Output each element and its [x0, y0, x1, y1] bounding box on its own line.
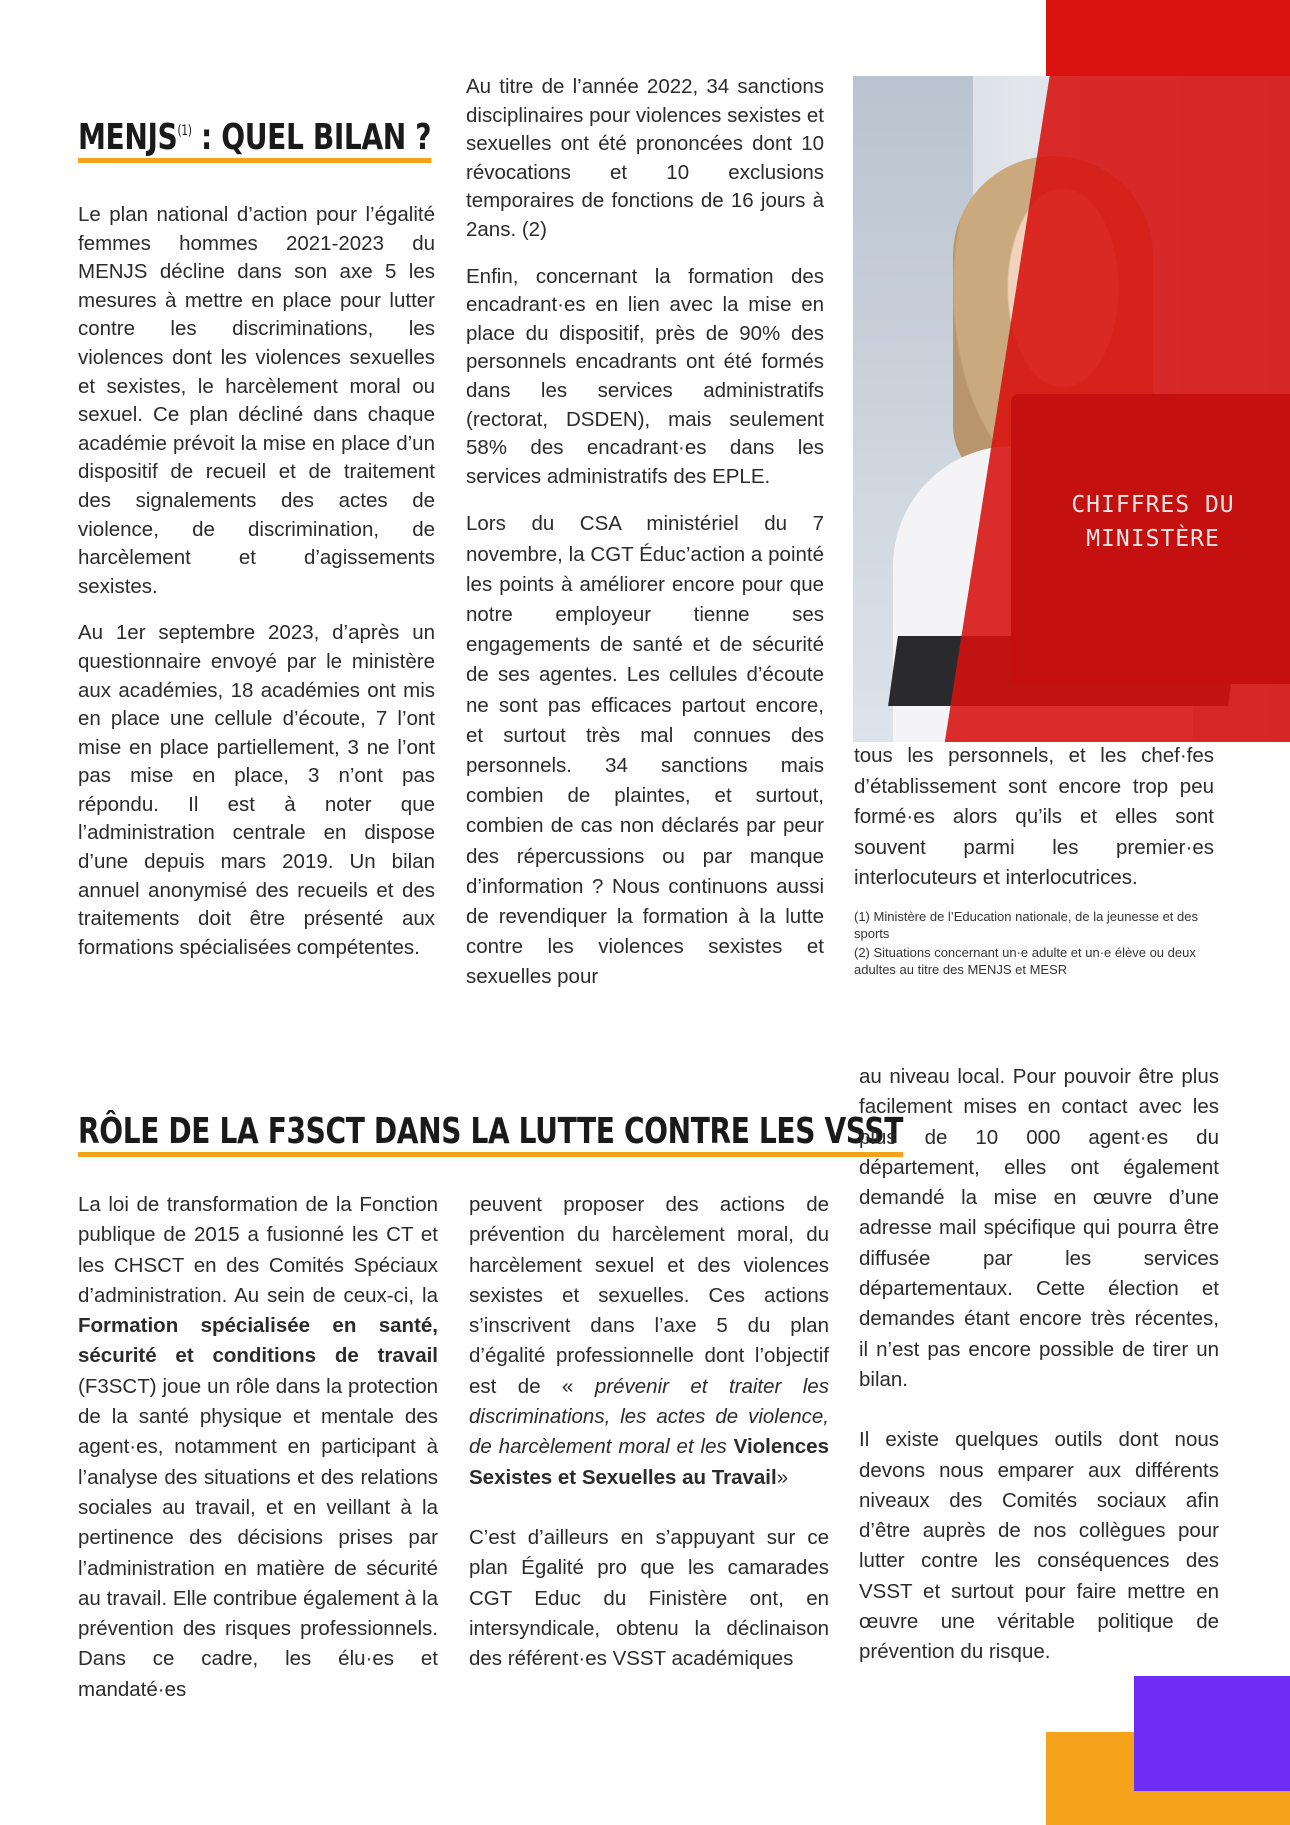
section2-column-2: [469, 1190, 829, 1692]
paragraph: peuvent proposer des actions de prévention du harcèlement moral, du harcèlement sexuel et des violences sexistes et sexuelles. Ces actions s’inscrivent dans l’axe 5 du plan d’égalité professionnelle dont l’objectif est de « prévenir et traiter les discriminations, les actes de violence, de harcèlement moral et les Violences Sexistes et Sexuelles au Travail»: [469, 1193, 829, 1489]
footnote-1: (1) Ministère de l’Education nationale, de la jeunesse et des sports: [854, 908, 1198, 941]
paragraph: La loi de transformation de la Fonction publique de 2015 a fusionné les CT et les CHSCT en des Comités Spéciaux d’administration. Au sein de ceux-ci, la Formation spécialisée en santé, sécurité et conditions de travail (F3SCT) joue un rôle dans la protection de la santé physique et mentale des agent·es, notamment en participant à l’analyse des situations et des relations sociales au travail, et en veillant à la pertinence des décisions prises par l’administration en matière de sécurité au travail. Elle contribue également à la prévention des risques professionnels. Dans ce cadre, les élu·es et mandaté·es: [78, 1193, 438, 1701]
paragraph: tous les personnels, et les chef·fes d’établissement sont encore trop peu formé·es alors qu’ils et elles sont souvent parmi les premier·es interlocuteurs et interlocutrices.: [854, 744, 1214, 889]
paragraph: Au titre de l’année 2022, 34 sanctions disciplinaires pour violences sexistes et sexuelles ont été prononcées dont 10 révocations et 10 exclusions temporaires de fonctions de 16 jours à 2ans. (2): [466, 75, 824, 241]
photo-caption: CHIFFRES DU MINISTÈRE: [1071, 492, 1235, 552]
bold-term-f3sct: Formation spécialisée en santé, sécurité et conditions de travail: [78, 1314, 438, 1368]
section-title-f3sct: RÔLE DE LA F3SCT DANS LA LUTTE CONTRE LES VSST: [78, 1111, 903, 1152]
red-corner-banner: [1046, 0, 1290, 80]
footnote-2: (2) Situations concernant un·e adulte et un·e élève ou deux adultes au titre des MENJS et MESR: [854, 944, 1196, 977]
paragraph: Le plan national d’action pour l’égalité femmes hommes 2021-2023 du MENJS décline dans son axe 5 les mesures à mettre en place pour lutter contre les discriminations, les violences dont les violences sexuelles et sexistes, le harcèlement moral ou sexuel. Ce plan décliné dans chaque académie prévoit la mise en place d’un dispositif de recueil et de traitement des signalements des actes de violence, de discrimination, de harcèlement et d’agissements sexistes.: [78, 203, 435, 598]
section2-column-1: [78, 1190, 438, 1723]
footnotes: [854, 908, 1214, 978]
purple-corner-block: [1134, 1676, 1290, 1791]
quote-italic: prévenir et traiter les discriminations, les actes de violence, de harcèlement moral et les: [469, 1374, 829, 1459]
paragraph: Enfin, concernant la formation des encadrant·es en lien avec la mise en place du dispositif, près de 90% des personnels encadrants ont été formés dans les services administratifs (rectorat, DSDEN), mais seulement 58% des encadrant·es dans les services administratifs des EPLE.: [466, 264, 824, 488]
paragraph: C’est d’ailleurs en s’appuyant sur ce plan Égalité pro que les camarades CGT Educ du Finistère ont, en intersyndicale, obtenu la déclinaison des référent·es VSST académiques: [469, 1525, 829, 1671]
section-title-menjs-bilan: MENJS$^{(1)}$ : QUEL BILAN ?: [78, 117, 431, 158]
paragraph: au niveau local. Pour pouvoir être plus facilement mises en contact avec les plus de 10 000 agent·es du département, elles ont également demandé la mise en œuvre d’une adresse mail spécifique qui pourra être diffusée par les services départementaux. Cette élection et demandes étant encore très récentes, il n’est pas encore possible de tirer un bilan.: [859, 1065, 1219, 1391]
paragraph: Il existe quelques outils dont nous devons nous emparer aux différents niveaux des Comités sociaux afin d’être auprès de nos collègues pour lutter contre les conséquences des VSST et surtout pour faire mettre en œuvre une véritable politique de prévention du risque.: [859, 1428, 1219, 1664]
paragraph: Au 1er septembre 2023, d’après un questionnaire envoyé par le ministère aux académies, 18 académies ont mis en place une cellule d’écoute, 7 l’ont mise en place partiellement, 3 ne l’ont pas mise en place, 3 n’ont pas répondu. Il est à noter que l’administration centrale en dispose d’une depuis mars 2019. Un bilan annuel anonymisé des recueils et des traitements doit être présenté aux formations spécialisées compétentes.: [78, 621, 435, 959]
paragraph: Lors du CSA ministériel du 7 novembre, la CGT Éduc’action a pointé les points à améliorer encore pour que notre employeur tienne ses engagements de santé et de sécurité de ses agentes. Les cellules d’écoute ne sont pas efficaces partout encore, et surtout très mal connues des personnels. 34 sanctions mais combien de plaintes, et surtout, combien de cas non déclarés par peur des répercussions ou par manque d’information ? Nous continuons aussi de revendiquer la formation à la lutte contre les violences sexistes et sexuelles pour: [466, 512, 824, 989]
section1-column-2: [466, 73, 824, 1011]
section1-column-3: [854, 741, 1214, 980]
footnote-ref: (1): [177, 123, 192, 139]
photo-woman-at-laptop: [853, 76, 1290, 742]
quote-bold: Violences Sexistes et Sexuelles au Travail: [469, 1435, 829, 1489]
section2-column-3: [859, 1062, 1219, 1686]
section1-column-1: [78, 201, 435, 980]
